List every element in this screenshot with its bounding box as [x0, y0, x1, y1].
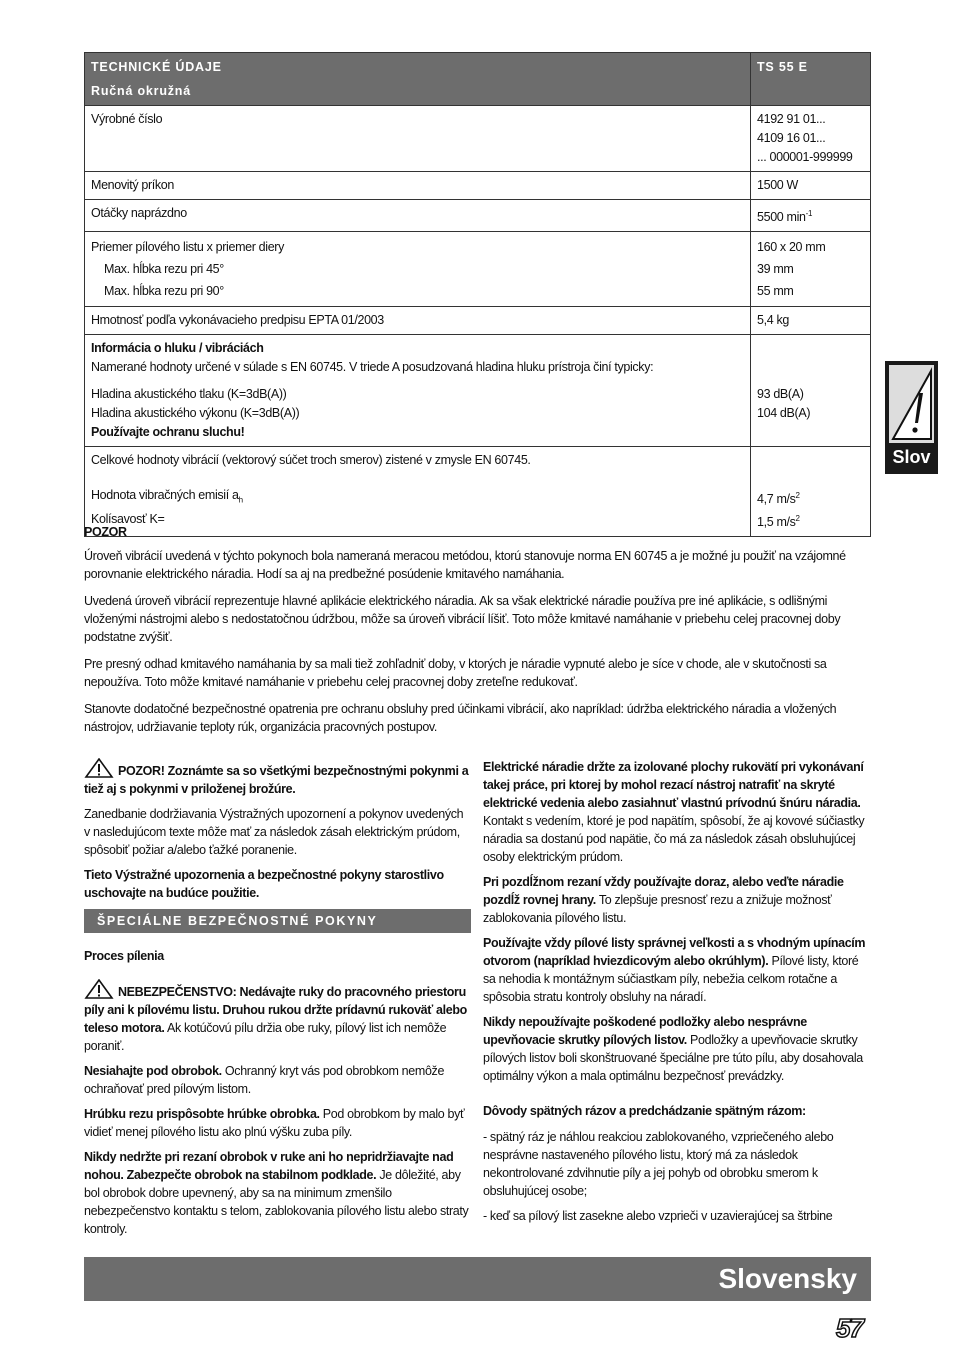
lead-bold: Nikdy nepoužívajte poškodené podložky alebo nesprávne upevňovacie skrutky pílových listov.	[483, 1015, 807, 1047]
serial-values	[751, 106, 871, 172]
noise-intro: Namerané hodnoty určené v súlade s EN 60745. V triede A posudzovaná hladina hluku prístroja činí typicky:	[91, 360, 654, 375]
lead-bold: Elektrické náradie držte za izolované plochy rukovätí pri vykonávaní takej práce, pri ktorej by mohol rezací nástroj natrafiť na skryté elektrické vedenia alebo zasiahnuť vlastnú prívodnú šnúru náradia.	[483, 760, 864, 810]
page-number: 57	[836, 1313, 863, 1343]
power-level-value: 104 dB(A)	[757, 406, 811, 421]
table-row	[85, 232, 871, 307]
squared-exponent: 2	[795, 514, 800, 524]
depth90-label: Max. hĺbka rezu pri 90°	[104, 284, 224, 299]
depth45-label: Max. hĺbka rezu pri 45°	[104, 262, 224, 277]
notes-paragraph: Úroveň vibrácií uvedená v týchto pokynoch bola nameraná meracou metódou, ktorú stanovuje norma EN 60745 a je možné ju použiť na vzájomné porovnanie elektrického náradia. Hodí sa aj na predbežné posúdenie kmitavého namáhania.	[84, 549, 846, 581]
vibration-label-text: Hodnota vibračných emisií a	[91, 488, 239, 503]
noise-values	[751, 335, 871, 447]
danger-bold: NEBEZPEČENSTVO: Nedávajte ruky do pracovného priestoru píly ani k pílovému listu. Druhou rukou držte prídavnú rukoväť alebo teleso motora.	[84, 985, 467, 1035]
table-header-model: TS 55 E	[751, 53, 871, 106]
speed-exponent: -1	[805, 209, 813, 218]
bold-paragraph: Tieto Výstražné upozornenia a bezpečnostné pokyny starostlivo uschovajte na budúce použitie.	[84, 868, 444, 900]
table-subtitle: Ručná okružná	[91, 84, 191, 98]
vibration-intro: Celkové hodnoty vibrácií (vektorový súčet troch smerov) zistené v zmysle EN 60745.	[91, 453, 531, 468]
table-header	[85, 53, 871, 106]
blade-labels	[85, 232, 751, 307]
speed-label: Otáčky naprázdno	[85, 200, 751, 232]
table-row	[85, 335, 871, 447]
body-paragraph	[84, 1062, 471, 1098]
table-title: TECHNICKÉ ÚDAJE	[91, 60, 222, 74]
body-paragraph	[84, 1105, 471, 1141]
speed-value	[751, 200, 871, 232]
subsection-title: Dôvody spätných rázov a predchádzanie spätným rázom:	[483, 1104, 806, 1118]
pressure-label: Hladina akustického tlaku (K=3dB(A))	[91, 387, 287, 402]
danger-paragraph	[84, 979, 471, 1055]
section-heading: ŠPECIÁLNE BEZPEČNOSTNÉ POKYNY	[84, 909, 471, 933]
warning-triangle-icon	[84, 979, 114, 999]
uncertainty-value-text: 1,5 m/s	[757, 515, 796, 530]
ear-protection-label: Používajte ochranu sluchu!	[91, 425, 245, 440]
footer-language: Slovensky	[718, 1263, 857, 1294]
notes-paragraph: Uvedená úroveň vibrácií reprezentuje hlavné aplikácie elektrického náradia. Ak sa však elektrické náradie používa pre iné aplikácie, s odlišnými vloženými nástrojmi alebo s nedostatočnou údržbou, môže sa úroveň vibrácií líšiť. Toto môže kmitavé namáhanie v priebehu celej pracovnej doby podstatne zvýšiť.	[84, 594, 841, 644]
body-paragraph	[483, 873, 870, 927]
warning-text: POZOR! Zoznámte sa so všetkými bezpečnostnými pokynmi a tiež aj s pokynmi v priloženej brožúre.	[84, 764, 469, 796]
warning-paragraph	[84, 758, 471, 798]
vibration-notes	[84, 523, 871, 745]
power-level-label: Hladina akustického výkonu (K=3dB(A))	[91, 406, 300, 421]
weight-value: 5,4 kg	[751, 307, 871, 335]
table-header-title	[85, 53, 751, 106]
vibration-value	[757, 486, 864, 509]
danger-text: Ak kotúčovú pílu držia obe ruky, pílový list ich nemôže poraniť.	[84, 1021, 447, 1053]
vibration-value-text: 4,7 m/s	[757, 492, 796, 507]
table-row	[85, 307, 871, 335]
lead-bold: Používajte vždy pílové listy správnej veľkosti a s vhodným upínacím otvorom (napríklad hviezdicovým alebo okrúhlym).	[483, 936, 866, 968]
depth90-value: 55 mm	[757, 284, 794, 299]
lead-text: Ochranný kryt vás pod obrobkom nemôže ochraňovať pred pílovým listom.	[84, 1064, 445, 1096]
tech-data-table	[84, 52, 871, 537]
body-paragraph	[483, 1013, 870, 1085]
body-paragraph	[84, 1148, 471, 1238]
blade-values	[751, 232, 871, 307]
footer-bar	[84, 1257, 871, 1301]
blade-value: 160 x 20 mm	[757, 240, 826, 255]
subsection-title: Proces pílenia	[84, 949, 164, 963]
language-side-tab	[885, 361, 938, 474]
uncertainty-label: Kolísavosť K=	[91, 511, 165, 526]
depth45-value: 39 mm	[757, 262, 794, 277]
blade-label: Priemer pílového listu x priemer diery	[91, 240, 285, 255]
right-column	[483, 758, 870, 1232]
serial-value: 4109 16 01...	[757, 131, 826, 145]
lead-bold: Hrúbku rezu prispôsobte hrúbke obrobka.	[84, 1107, 320, 1121]
pressure-value: 93 dB(A)	[757, 387, 804, 402]
notes-paragraph: Stanovte dodatočné bezpečnostné opatrenia pre ochranu obsluhy pred účinkami vibrácií, ako napríklad: údržba elektrického náradia a vložených nástrojov, udržiavanie teploty rúk, organizácia pracovných postupov.	[84, 702, 837, 734]
lead-bold: Pri pozdĺžnom rezaní vždy používajte doraz, alebo veďte náradie pozdĺž rovnej hrany.	[483, 875, 844, 907]
left-column	[84, 758, 471, 1245]
noise-title: Informácia o hluku / vibráciách	[91, 341, 264, 356]
lead-text: To zlepšuje presnosť rezu a znižuje možnosť zablokovania pílového listu.	[483, 893, 832, 925]
body-paragraph	[483, 934, 870, 1006]
weight-label: Hmotnosť podľa vykonávacieho predpisu EPTA 01/2003	[85, 307, 751, 335]
serial-value: ... 000001-999999	[757, 150, 853, 164]
lead-text: Pod obrobkom by malo byť vidieť menej pílového listu ako plnú výšku zuba píly.	[84, 1107, 465, 1139]
power-value: 1500 W	[751, 172, 871, 200]
warning-triangle-icon	[84, 758, 114, 778]
exclamation-icon	[889, 365, 934, 443]
notes-paragraph: Pre presný odhad kmitavého namáhania by sa mali tiež zohľadniť doby, v ktorých je náradie vypnuté alebo je síce v chode, ale v skutočnosti sa nepoužíva. Toto môže kmitavé namáhanie v priebehu celej pracovnej doby zreteľne redukovať.	[84, 657, 827, 689]
serial-label: Výrobné číslo	[85, 106, 751, 172]
table-row	[85, 172, 871, 200]
speed-number: 5500 min	[757, 210, 806, 225]
lead-bold: Nesiahajte pod obrobok.	[84, 1064, 222, 1078]
noise-info	[85, 335, 751, 447]
squared-exponent: 2	[795, 491, 800, 501]
table-row	[85, 200, 871, 232]
lead-text: Pílové listy, ktoré sa nehodia k montážnym súčiastkam píly, nebežia celkom rotačne a spôsobia stratu kontroly obsluhy na náradí.	[483, 954, 859, 1004]
notes-title: POZOR	[84, 525, 127, 539]
body-paragraph	[483, 758, 870, 866]
lead-text: Podložky a upevňovacie skrutky pílových listov boli skonštruované špeciálne pre túto pílu, aby dosahovala optimálny výkon a mala optimálnu bezpečnosť prevádzky.	[483, 1033, 863, 1083]
vibration-subscript: h	[238, 495, 243, 505]
body-paragraph: Zanedbanie dodržiavania Výstražných upozornení a pokynov uvedených v nasledujúcom texte môže mať za následok zásah elektrickým prúdom, spôsobiť požiar a/alebo ťažké poranenie.	[84, 807, 464, 857]
table-row	[85, 106, 871, 172]
kickback-item: - keď sa pílový list zasekne alebo vzprieči v uzavierajúcej sa štrbine	[483, 1209, 833, 1223]
lead-bold: Nikdy nedržte pri rezaní obrobok v ruke ani ho nepridržiavajte nad nohou. Zabezpečte obrobok na stabilnom podklade.	[84, 1150, 454, 1182]
lead-text: Je dôležité, aby bol obrobok dobre upevnený, aby sa na minimum zmenšilo nebezpečenstvo kontaktu s telom, zablokovania pílového listu alebo straty kontroly.	[84, 1168, 469, 1236]
power-label: Menovitý príkon	[85, 172, 751, 200]
serial-value: 4192 91 01...	[757, 112, 826, 126]
kickback-item: - spätný ráz je náhlou reakciou zablokovaného, vzpriečeného alebo nesprávne nastaveného pílového listu, ktorý má za následok nekontrolované zdvihnutie píly a jej pohyb od obrobku smerom k obsluhujúcej osobe;	[483, 1130, 834, 1198]
side-tab-icon-area	[889, 365, 934, 443]
side-tab-label: Slov	[892, 447, 931, 467]
vibration-label	[91, 486, 744, 510]
lead-text: Kontakt s vedením, ktoré je pod napätím, spôsobí, že aj kovové súčiastky náradia sa dostanú pod napätie, čo má za následok zásah obsluhujúcej osoby elektrickým prúdom.	[483, 814, 865, 864]
